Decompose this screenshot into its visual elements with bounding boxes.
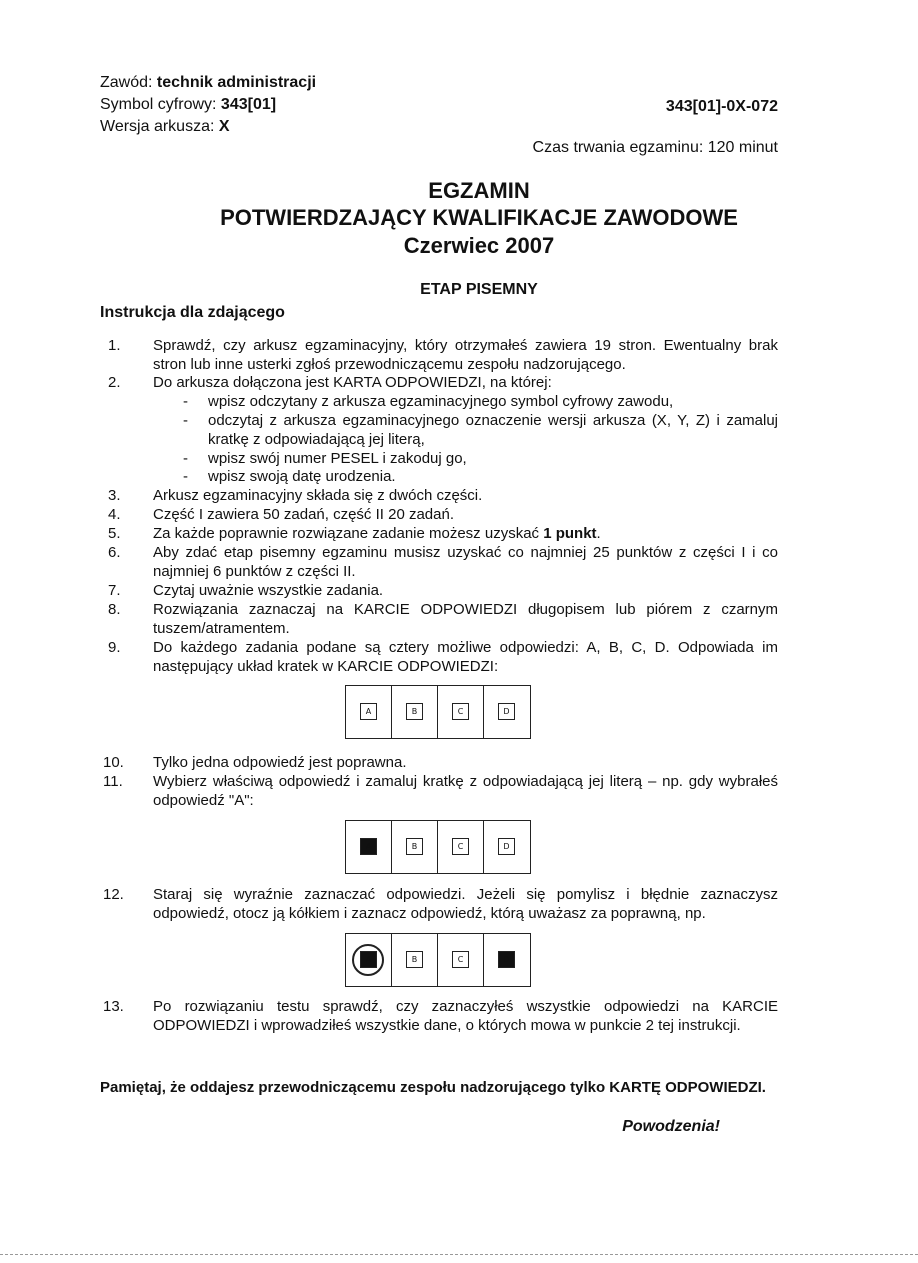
item-number: 12. (103, 886, 124, 903)
item-number: 3. (108, 487, 121, 504)
signoff: Powodzenia! (622, 1118, 720, 1135)
symbol-line (100, 94, 276, 116)
answer-box-a-filled: A (360, 951, 377, 968)
item-number: 6. (108, 544, 121, 561)
item-text: Sprawdź, czy arkusz egzaminacyjny, który otrzymałeś zawiera 19 stron. Ewentualny brak stron lub inne usterki zgłoś przewodniczącemu zespołu nadzorującego. (153, 337, 778, 373)
version-value: X (218, 118, 230, 135)
item-number: 10. (103, 754, 124, 771)
answer-cell-d (484, 934, 530, 986)
version-line (100, 116, 230, 138)
item-text-bold: 1 punkt (543, 525, 597, 542)
item-text-part: Za każde poprawnie rozwiązane zadanie możesz uzyskać (153, 525, 544, 542)
answer-box-c: C (452, 703, 469, 720)
answer-box-b: B (406, 951, 423, 968)
answer-box-b: B (406, 838, 423, 855)
version-label: Wersja arkusza: (100, 118, 215, 135)
answer-box-a-filled: A (360, 838, 377, 855)
instructions-heading: Instrukcja dla zdającego (100, 304, 285, 321)
answer-box-b: B (406, 703, 423, 720)
exam-code: 343[01]-0X-072 (665, 98, 778, 115)
item-number: 11. (103, 773, 123, 790)
answer-box-c: C (452, 838, 469, 855)
answer-cell-b (392, 821, 438, 873)
answer-cell-b (392, 686, 438, 738)
closing-note: Pamiętaj, że oddajesz przewodniczącemu zespołu nadzorującego tylko KARTĘ ODPOWIEDZI. (100, 1079, 766, 1096)
item-text: Po rozwiązaniu testu sprawdź, czy zaznaczyłeś wszystkie odpowiedzi na KARCIE ODPOWIEDZI i wprowadziłeś wszystkie dane, o których mowa w punkcie 2 tej instrukcji. (153, 998, 778, 1034)
exam-duration: Czas trwania egzaminu: 120 minut (532, 139, 778, 156)
stage-title: ETAP PISEMNY (420, 281, 538, 298)
subitem-text: odczytaj z arkusza egzaminacyjnego oznaczenie wersji arkusza (X, Y, Z) i zamaluj kratkę z odpowiadającą jej literą, (208, 412, 778, 448)
item-text: Czytaj uważnie wszystkie zadania. (153, 582, 384, 599)
answer-cell-d (484, 686, 530, 738)
item-number: 1. (108, 337, 121, 354)
item-number: 7. (108, 582, 121, 599)
answer-grid-marked (345, 820, 531, 874)
item-number: 4. (108, 506, 121, 523)
item-number: 8. (108, 601, 121, 618)
title-exam: EGZAMIN (428, 178, 530, 203)
list-dash: - (183, 412, 188, 429)
answer-box-d: D (498, 838, 515, 855)
answer-cell-a (346, 934, 392, 986)
answer-box-c: C (452, 951, 469, 968)
answer-box-a: A (360, 703, 377, 720)
item-number: 2. (108, 374, 121, 391)
title-date: Czerwiec 2007 (403, 233, 555, 258)
list-dash: - (183, 450, 188, 467)
symbol-label: Symbol cyfrowy: (100, 96, 217, 113)
list-dash: - (183, 468, 188, 485)
subitem-text: wpisz odczytany z arkusza egzaminacyjnego symbol cyfrowy zawodu, (208, 393, 674, 410)
item-number: 5. (108, 525, 121, 542)
item-text: Tylko jedna odpowiedź jest poprawna. (153, 754, 407, 771)
item-number: 13. (103, 998, 124, 1015)
answer-grid-example (345, 685, 531, 739)
item-text: Część I zawiera 50 zadań, część II 20 zadań. (153, 506, 454, 523)
page-bottom-rule (0, 1254, 918, 1255)
profession-line (100, 72, 316, 94)
item-text: Wybierz właściwą odpowiedź i zamaluj kratkę z odpowiadającą jej literą – np. gdy wybrałeś odpowiedź "A": (153, 773, 778, 809)
answer-cell-c (438, 821, 484, 873)
profession-value: technik administracji (156, 74, 317, 91)
item-number: 9. (108, 639, 121, 656)
item-text: Do każdego zadania podane są cztery możliwe odpowiedzi: A, B, C, D. Odpowiada im następujący układ kratek w KARCIE ODPOWIEDZI: (153, 639, 778, 675)
profession-label: Zawód: (100, 74, 153, 91)
symbol-value: 343[01] (220, 96, 277, 113)
item-text: Staraj się wyraźnie zaznaczać odpowiedzi. Jeżeli się pomylisz i błędnie zaznaczysz odpowiedź, otocz ją kółkiem i zaznacz odpowiedź, którą uważasz za poprawną, np. (153, 886, 778, 922)
subitem-text: wpisz swój numer PESEL i zakoduj go, (208, 450, 467, 467)
item-text: Arkusz egzaminacyjny składa się z dwóch części. (153, 487, 483, 504)
answer-grid-corrected (345, 933, 531, 987)
answer-cell-a (346, 821, 392, 873)
answer-cell-c (438, 686, 484, 738)
answer-cell-b (392, 934, 438, 986)
title-qualification: POTWIERDZAJĄCY KWALIFIKACJE ZAWODOWE (220, 205, 738, 230)
answer-cell-c (438, 934, 484, 986)
subitem-text: wpisz swoją datę urodzenia. (208, 468, 396, 485)
list-dash: - (183, 393, 188, 410)
item-text-part: . (596, 525, 601, 542)
item-text: Do arkusza dołączona jest KARTA ODPOWIEDZI, na której: (153, 374, 552, 391)
answer-cell-a (346, 686, 392, 738)
answer-cell-d (484, 821, 530, 873)
item-text: Rozwiązania zaznaczaj na KARCIE ODPOWIEDZI długopisem lub piórem z czarnym tuszem/atramentem. (153, 601, 778, 637)
item-text (153, 524, 778, 543)
item-text: Aby zdać etap pisemny egzaminu musisz uzyskać co najmniej 25 punktów z części I i co najmniej 6 punktów z części II. (153, 544, 778, 580)
answer-box-d-filled: D (498, 951, 515, 968)
answer-box-d: D (498, 703, 515, 720)
